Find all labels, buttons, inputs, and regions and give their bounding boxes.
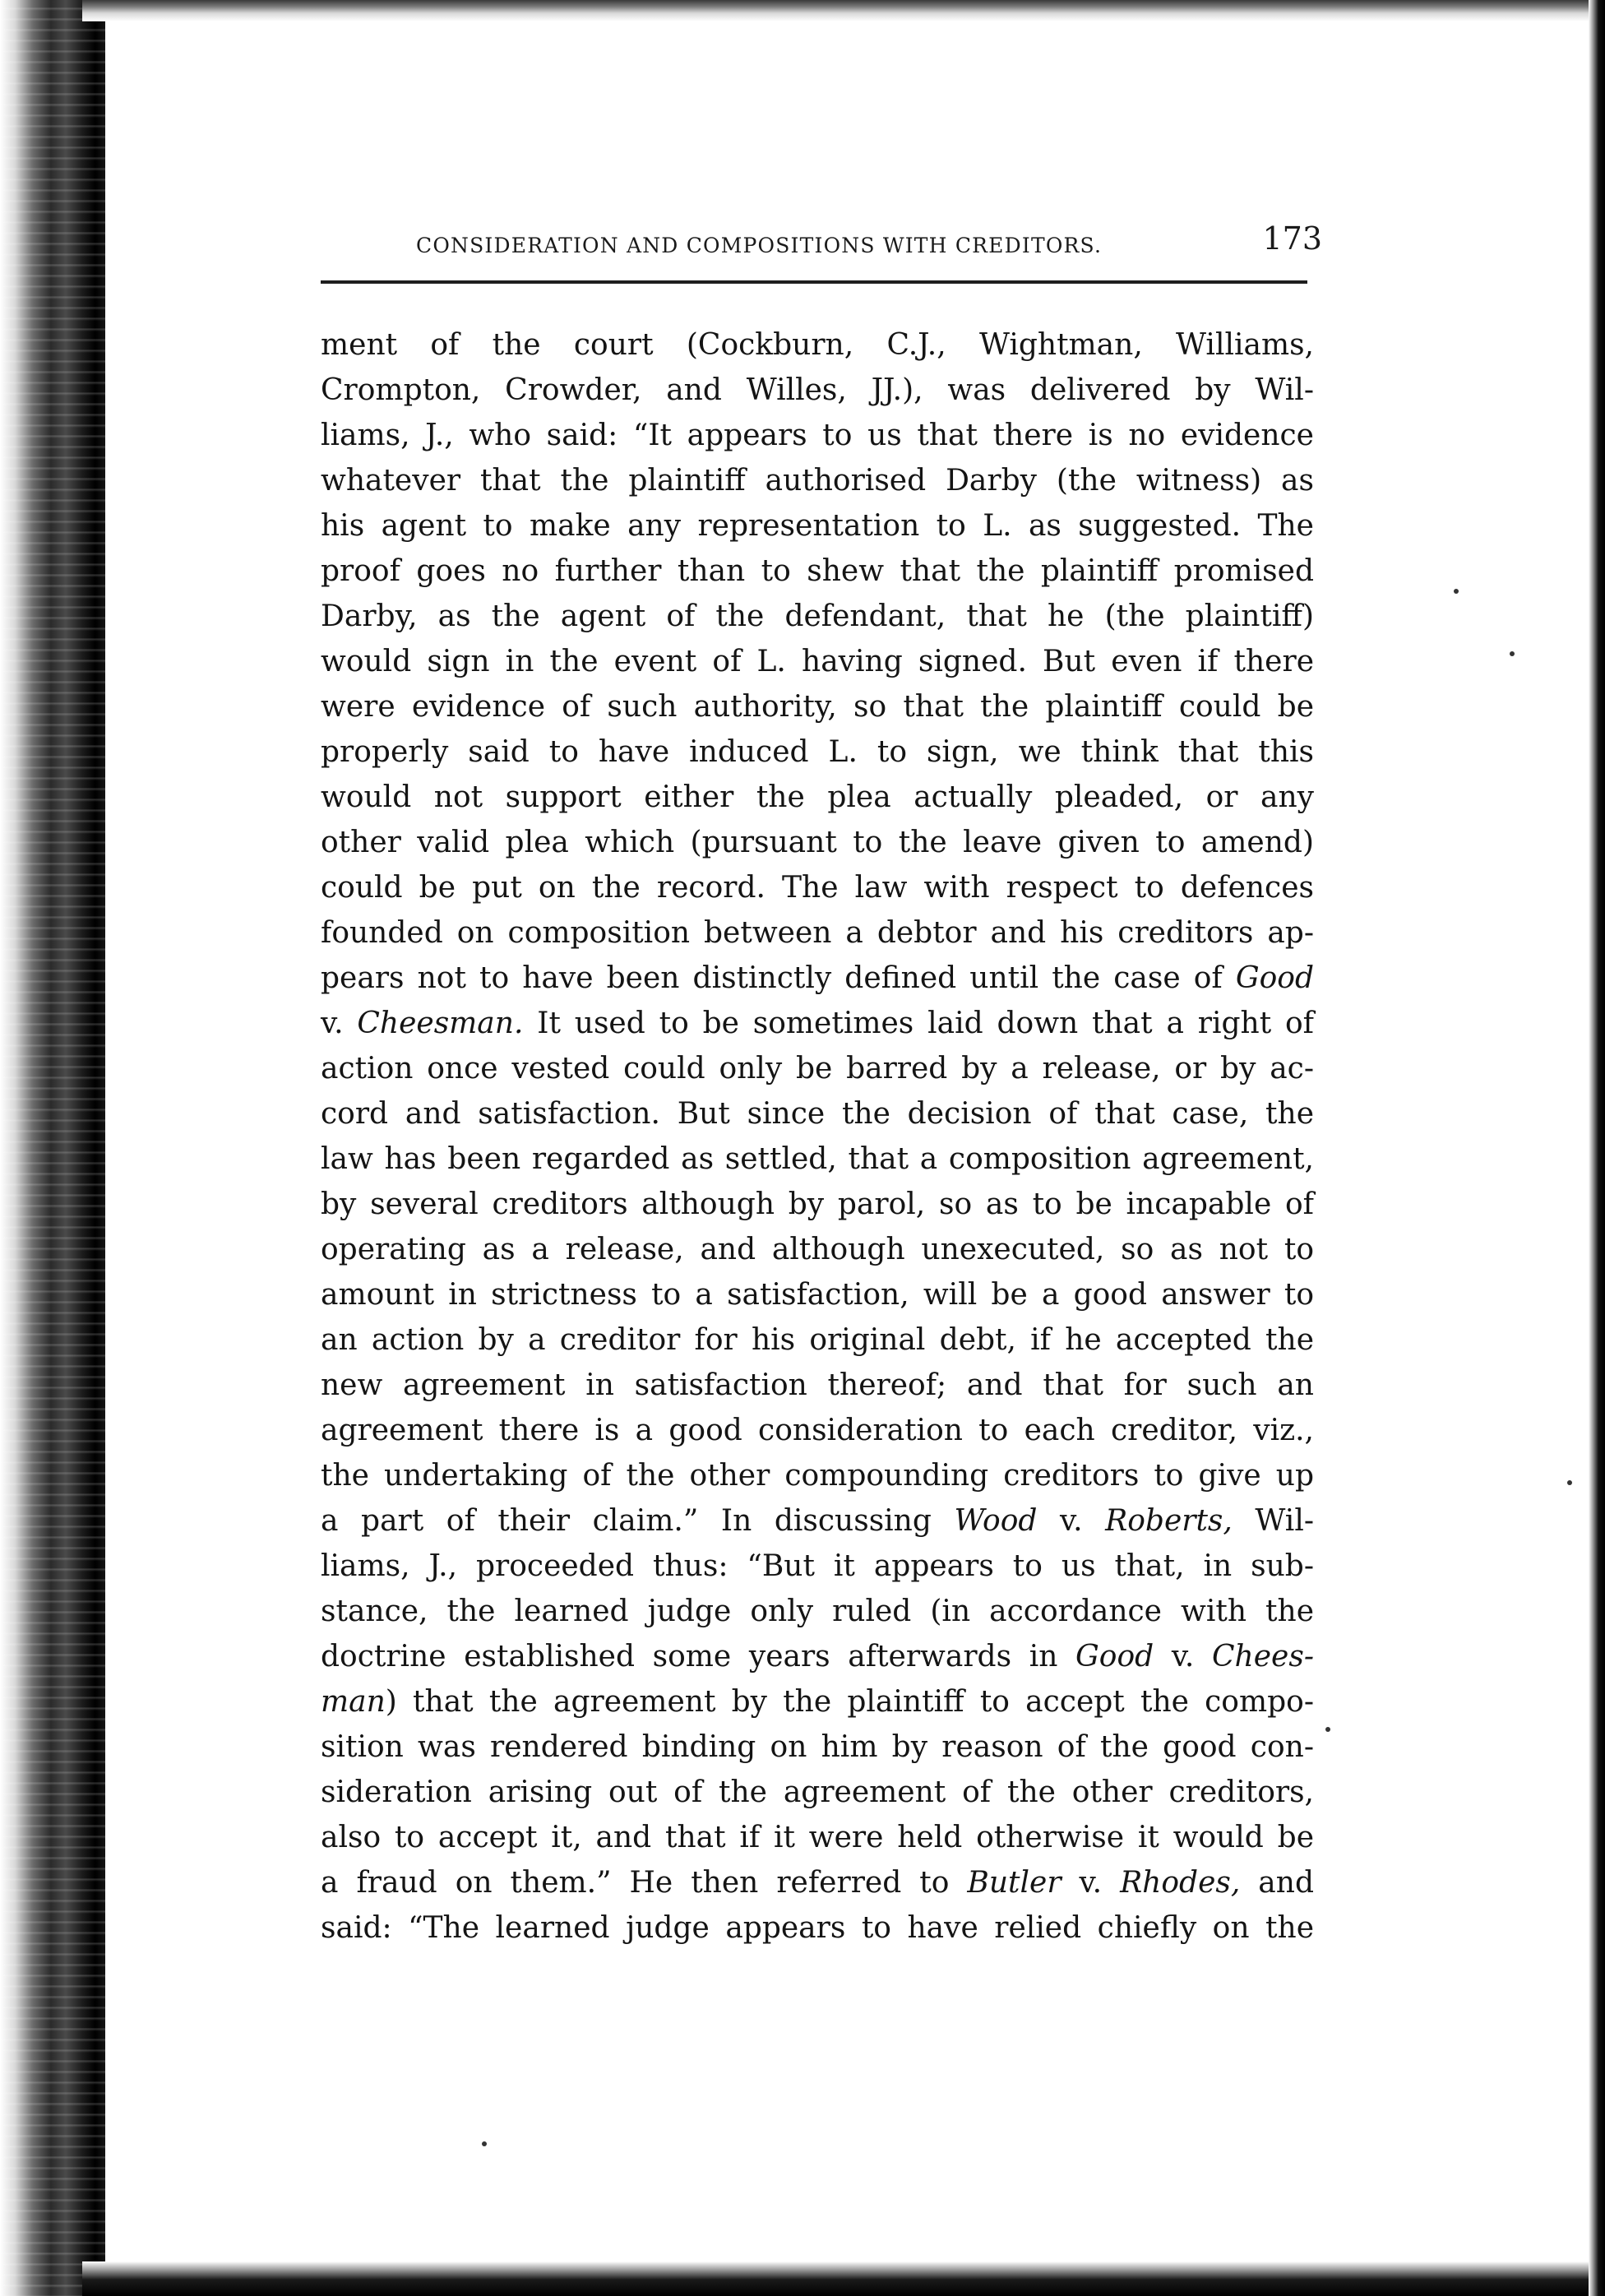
text-line: were evidence of such authority, so that the plaintiff could be	[321, 690, 1314, 724]
top-edge-shadow	[82, 0, 1589, 21]
text-line: stance, the learned judge only ruled (in accordance with the	[321, 1595, 1314, 1628]
right-edge-shadow	[1589, 0, 1605, 2296]
text-line: said: “The learned judge appears to have relied chiefly on the	[321, 1911, 1314, 1945]
text-line: ment of the court (Cockburn, C.J., Wightman, Williams,	[321, 328, 1314, 362]
scan-speck	[1567, 1480, 1572, 1485]
case-name: Roberts,	[1105, 1504, 1233, 1538]
scan-speck	[1510, 651, 1515, 656]
text-line: other valid plea which (pursuant to the leave given to amend)	[321, 826, 1314, 859]
running-head: CONSIDERATION AND COMPOSITIONS WITH CREDITORS.	[416, 234, 1103, 257]
header-rule	[321, 280, 1307, 284]
text-line: Darby, as the agent of the defendant, that he (the plaintiff)	[321, 599, 1314, 633]
text-line: agreement there is a good consideration to each creditor, viz.,	[321, 1414, 1314, 1447]
text-line: Crompton, Crowder, and Willes, JJ.), was delivered by Wil-	[321, 373, 1314, 407]
text-line: a part of their claim.” In discussing Wood v. Roberts, Wil-	[321, 1504, 1314, 1538]
scan-speck	[482, 2141, 487, 2146]
case-name: Wood	[954, 1504, 1038, 1538]
case-name: Chees-	[1212, 1640, 1314, 1673]
case-name: Good	[1075, 1640, 1154, 1673]
text-line: v. Cheesman. It used to be sometimes laid down that a right of	[321, 1007, 1314, 1040]
case-name: Good	[1235, 961, 1314, 995]
text-line: operating as a release, and although unexecuted, so as not to	[321, 1233, 1314, 1266]
text-line: liams, J., proceeded thus: “But it appears to us that, in sub-	[321, 1549, 1314, 1583]
case-name: Butler	[967, 1866, 1062, 1900]
text-line: new agreement in satisfaction thereof; and that for such an	[321, 1368, 1314, 1402]
case-name: Rhodes,	[1120, 1866, 1241, 1900]
binding-edge-texture	[0, 0, 105, 2296]
text-line: action once vested could only be barred by a release, or by ac-	[321, 1052, 1314, 1086]
body-text	[321, 322, 1314, 1967]
text-line: his agent to make any representation to L. as suggested. The	[321, 509, 1314, 543]
text-line: the undertaking of the other compounding creditors to give up	[321, 1459, 1314, 1493]
text-line: an action by a creditor for his original debt, if he accepted the	[321, 1323, 1314, 1357]
text-line: would not support either the plea actually pleaded, or any	[321, 780, 1314, 814]
scan-speck	[1454, 589, 1459, 594]
text-line: a fraud on them.” He then referred to Butler v. Rhodes, and	[321, 1866, 1314, 1900]
text-line: cord and satisfaction. But since the decision of that case, the	[321, 1097, 1314, 1131]
text-line: amount in strictness to a satisfaction, will be a good answer to	[321, 1278, 1314, 1312]
text-line: sition was rendered binding on him by reason of the good con-	[321, 1730, 1314, 1764]
case-name: man	[321, 1685, 386, 1719]
text-line: doctrine established some years afterwards in Good v. Chees-	[321, 1640, 1314, 1673]
text-line: properly said to have induced L. to sign, we think that this	[321, 735, 1314, 769]
text-line: also to accept it, and that if it were held otherwise it would be	[321, 1821, 1314, 1854]
text-line: whatever that the plaintiff authorised Darby (the witness) as	[321, 464, 1314, 498]
text-line: sideration arising out of the agreement of the other creditors,	[321, 1775, 1314, 1809]
text-line: would sign in the event of L. having signed. But even if there	[321, 645, 1314, 678]
text-line: pears not to have been distinctly defined until the case of Good	[321, 961, 1314, 995]
text-line: liams, J., who said: “It appears to us that there is no evidence	[321, 419, 1314, 452]
text-line: could be put on the record. The law with respect to defences	[321, 871, 1314, 905]
bottom-edge-shadow	[82, 2261, 1589, 2296]
text-line: proof goes no further than to shew that the plaintiff promised	[321, 554, 1314, 588]
text-line: by several creditors although by parol, so as to be incapable of	[321, 1187, 1314, 1221]
text-line: founded on composition between a debtor and his creditors ap-	[321, 916, 1314, 950]
text-line: law has been regarded as settled, that a composition agreement,	[321, 1142, 1314, 1176]
page-number: 173	[1262, 220, 1322, 257]
text-line: man) that the agreement by the plaintiff to accept the compo-	[321, 1685, 1314, 1719]
case-name: Cheesman.	[357, 1007, 524, 1040]
scan-speck	[1325, 1727, 1330, 1732]
